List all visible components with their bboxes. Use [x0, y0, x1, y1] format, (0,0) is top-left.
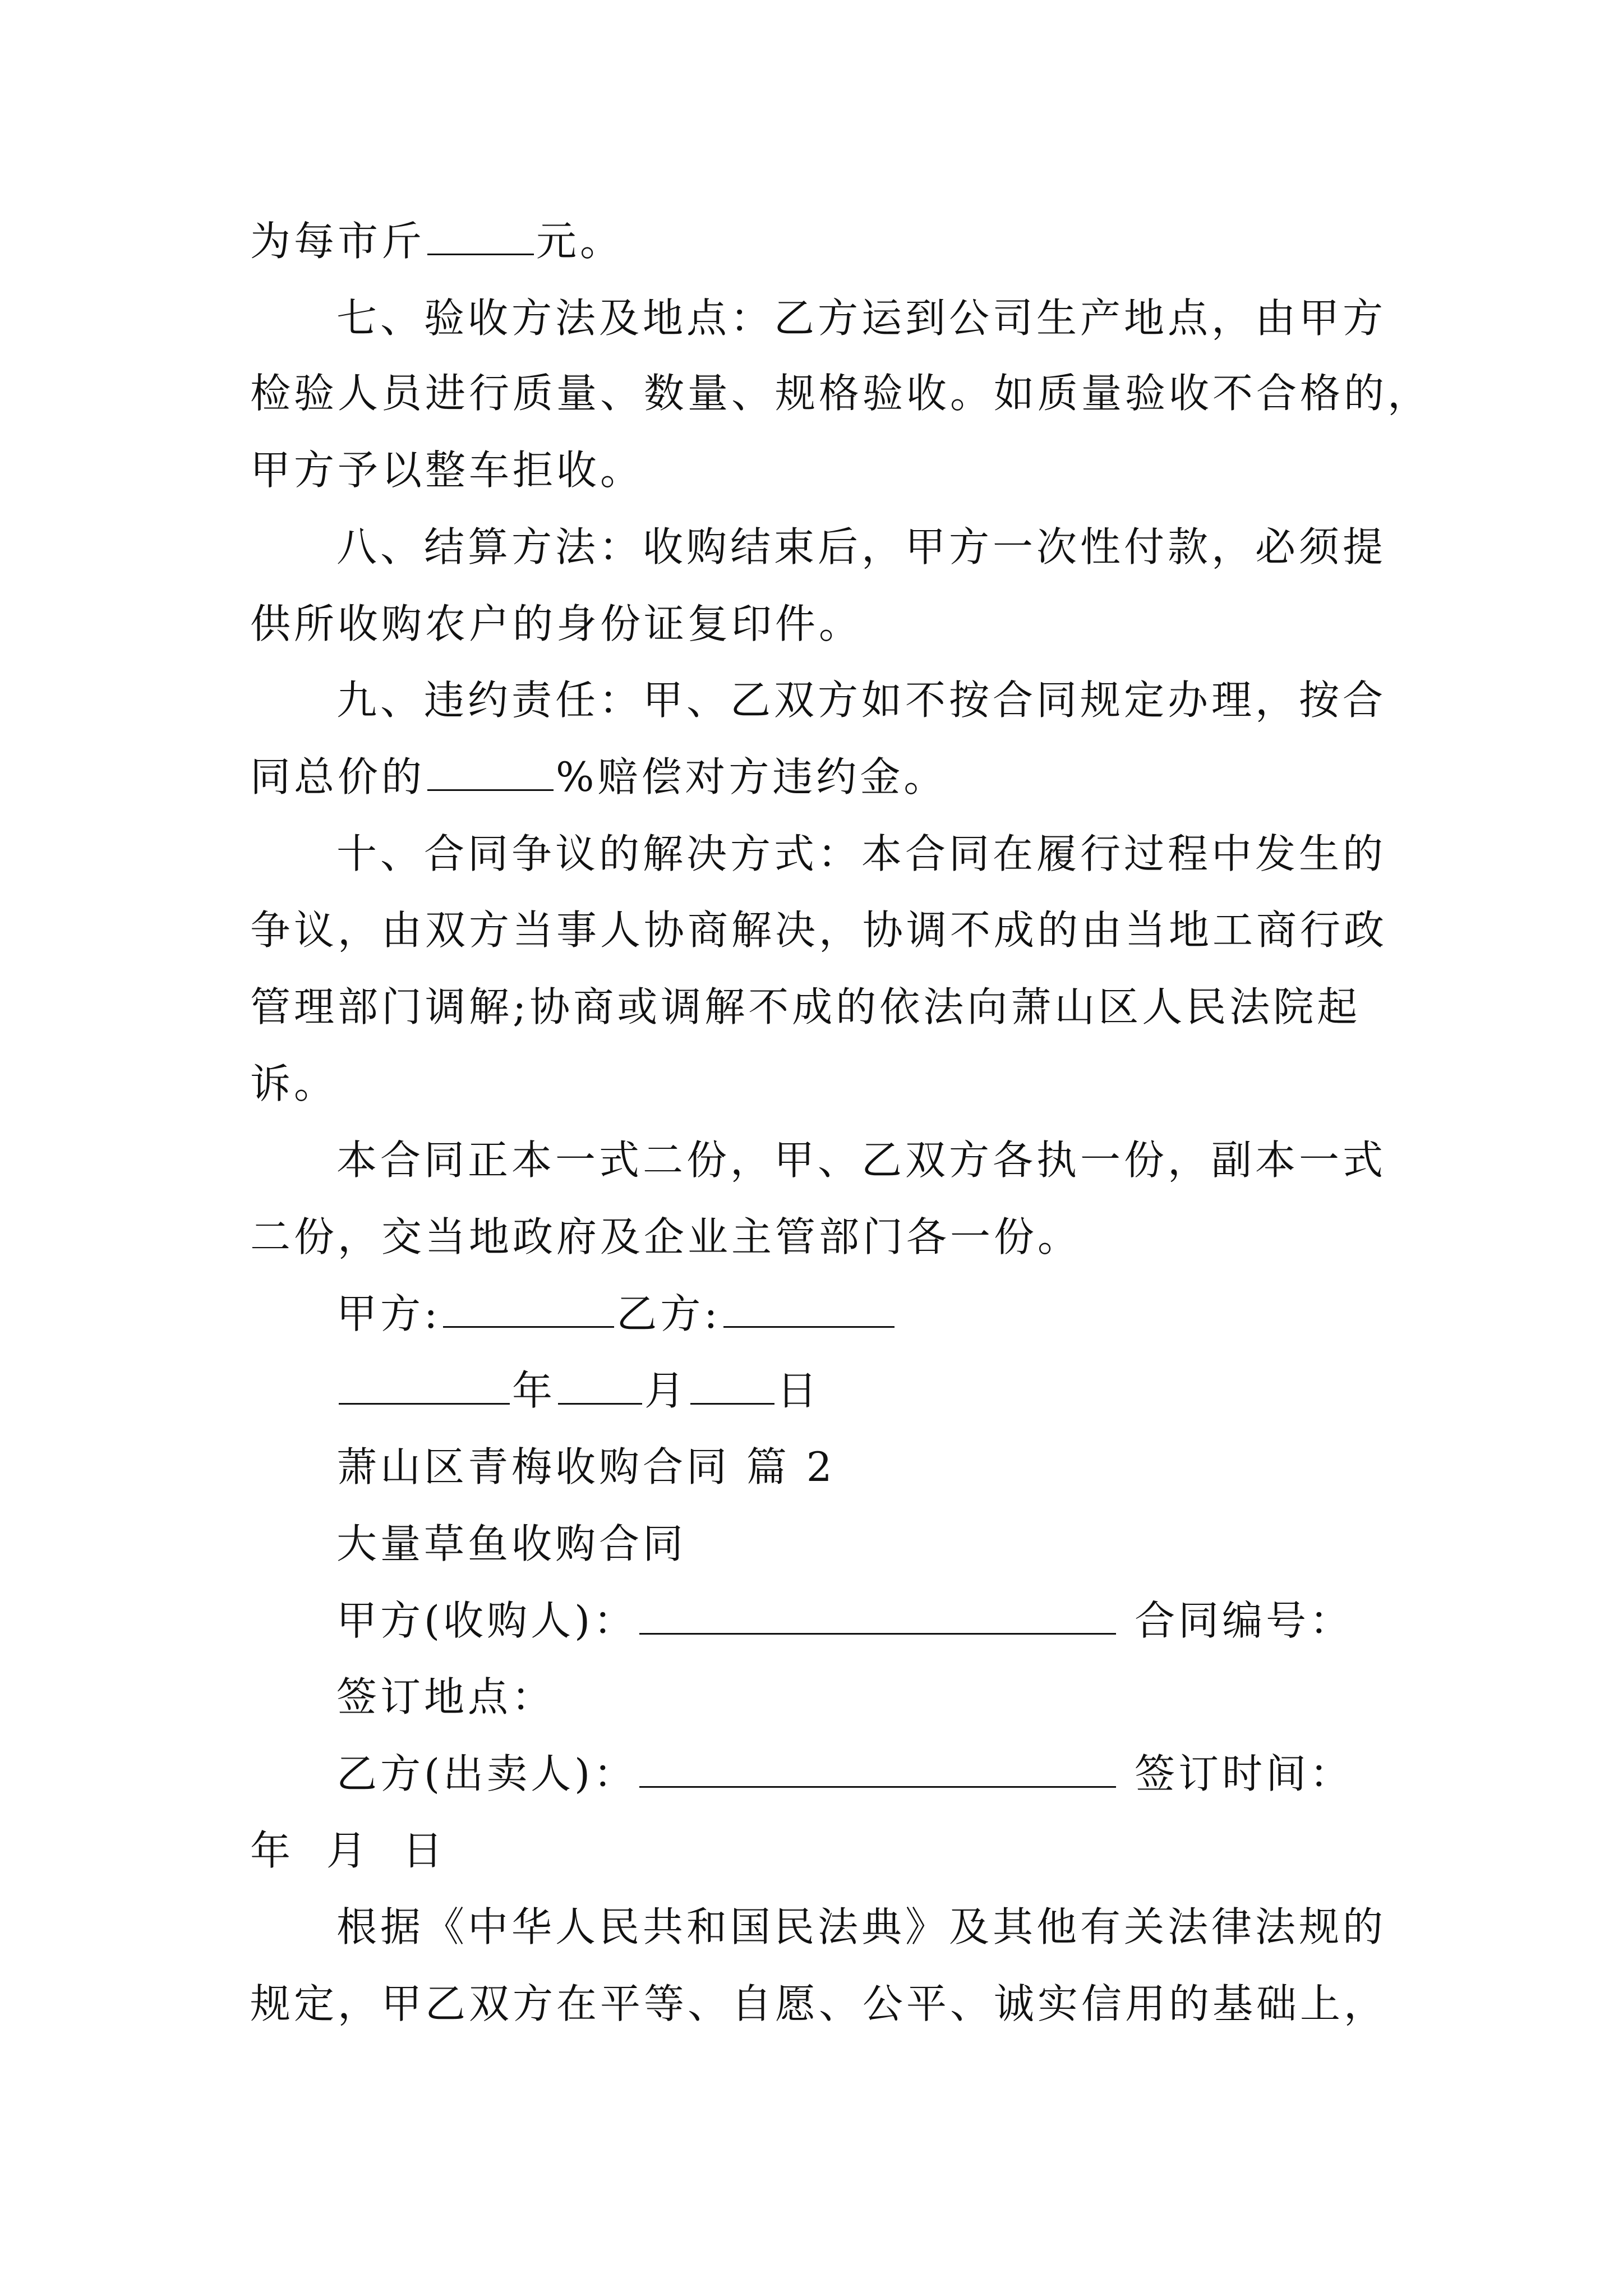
- year-blank: [339, 1364, 510, 1405]
- text-line: 同总价的 %赔偿对方违约金。: [250, 749, 947, 805]
- text-line: 二份，交当地政府及企业主管部门各一份。: [250, 1213, 1082, 1260]
- section-heading: 萧山区青梅收购合同 篇 2: [336, 1443, 836, 1490]
- fill-blank: [427, 750, 554, 791]
- seller-blank: [639, 1747, 1116, 1788]
- text-line: 诉。: [250, 1060, 338, 1107]
- copies-paragraph: 本合同正本一式二份，甲、乙双方各执一份，副本一式: [336, 1137, 1387, 1184]
- text-line: 为每市斤 元。: [250, 213, 624, 269]
- preamble: 根据《中华人民共和国民法典》及其他有关法律法规的: [336, 1903, 1387, 1950]
- text-line: 争议，由双方当事人协商解决，协调不成的由当地工商行政: [250, 907, 1388, 954]
- seller-line: 乙方(出卖人)： 签订时间：: [336, 1746, 1353, 1802]
- buyer-line: 甲方(收购人)： 合同编号：: [336, 1593, 1353, 1649]
- clause-9: 九、违约责任：甲、乙双方如不按合同规定办理，按合: [336, 677, 1387, 724]
- text-line: 甲方予以整车拒收。: [250, 447, 644, 494]
- date-line: 年 月 日: [336, 1363, 820, 1419]
- buyer-blank: [639, 1594, 1116, 1635]
- contract-title: 大量草鱼收购合同: [336, 1520, 687, 1567]
- date-text: 年 月 日: [250, 1827, 446, 1874]
- day-blank: [690, 1364, 774, 1405]
- text-line: 供所收购农户的身份证复印件。: [250, 600, 863, 647]
- clause-7: 七、验收方法及地点：乙方运到公司生产地点，由甲方: [336, 295, 1387, 342]
- clause-8: 八、结算方法：收购结束后，甲方一次性付款，必须提: [336, 523, 1387, 570]
- text-line: 管理部门调解;协商或调解不成的依法向萧山区人民法院起: [250, 983, 1361, 1030]
- month-blank: [558, 1364, 642, 1405]
- party-a-blank: [443, 1287, 614, 1328]
- text-line: 检验人员进行质量、数量、规格验收。如质量验收不合格的，: [250, 370, 1432, 417]
- clause-10: 十、合同争议的解决方式：本合同在履行过程中发生的: [336, 830, 1387, 877]
- fill-blank: [427, 214, 534, 255]
- party-b-blank: [723, 1287, 895, 1328]
- text-line: 规定，甲乙双方在平等、自愿、公平、诚实信用的基础上，: [250, 1980, 1388, 2027]
- signature-line: 甲方: 乙方:: [336, 1286, 897, 1342]
- signing-place: 签订地点：: [336, 1673, 556, 1720]
